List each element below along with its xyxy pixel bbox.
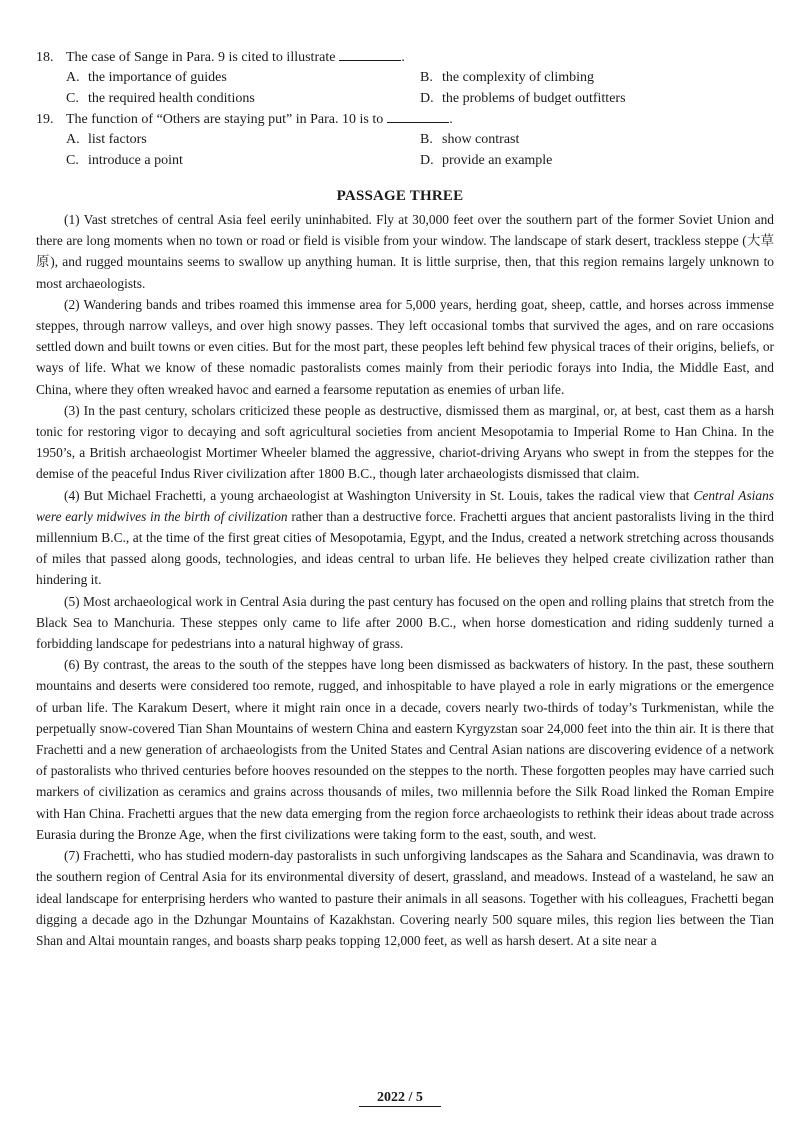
answer-blank <box>339 48 401 61</box>
option-text: the complexity of climbing <box>442 70 595 85</box>
question-end: . <box>401 50 405 65</box>
paragraph-7: (7) Frachetti, who has studied modern-day pastoralists in such unforgiving landscapes as the Sahara and Scandinavia, was drawn to the southern region of Central Asia for its environmental diversity of desert, grassland, and meadows. Instead of a wasteland, he saw an ideal landscape for enterprising herders who wanted to pasture their animals in all seasons. Together with his colleagues, Frachetti began digging a decade ago in the Dzhungar Mountains of Kazakhstan. Covering nearly 500 square miles, this region lies between the Tian Shan and Altai mountain ranges, and boasts sharp peaks topping 12,000 feet, as well as harsh desert. At a site near a <box>36 848 774 948</box>
question-end: . <box>449 112 453 127</box>
option-letter: B. <box>420 70 433 85</box>
option-19b[interactable] <box>420 130 519 150</box>
passage-title: PASSAGE THREE <box>336 188 464 204</box>
option-text: the required health conditions <box>88 91 255 106</box>
option-text: the problems of budget outfitters <box>442 91 626 106</box>
option-text: provide an example <box>442 153 553 168</box>
option-18a[interactable] <box>66 68 227 88</box>
question-stem: The function of “Others are staying put” in Para. 10 is to <box>66 112 384 127</box>
page-number: 2022 / 5 <box>359 1090 441 1107</box>
question-number: 19. <box>36 112 54 127</box>
option-letter: A. <box>66 70 80 85</box>
option-text: list factors <box>88 132 147 147</box>
paragraph-3: (3) In the past century, scholars criticized these people as destructive, dismissed them as marginal, or, at best, cast them as a harsh tonic for restoring vigor to decaying and soft agricultural societies from ancient Mesopotamia to Imperial Rome to Han China. In the 1950’s, a British archaeologist Mortimer Wheeler blamed the aggressive, chariot-driving Aryans who swept in from the steppes for the demise of the peaceful Indus River civilization after 1800 B.C., though later archaeologists dismissed that claim. <box>36 402 774 482</box>
paragraph-6: (6) By contrast, the areas to the south of the steppes have long been dismissed as backwaters of history. In the past, these southern mountains and deserts were considered too remote, rugged, and inhospitable to have played a role in early migrations or the emergence of urban life. The Karakum Desert, where it might rain once in a decade, covers nearly two-thirds of today’s Turkmenistan, while the perpetually snow-covered Tian Shan Mountains of western China and eastern Kyrgyzstan soar 24,000 feet into the thin air. It is there that Frachetti and a new generation of archaeologists from the United States and Central Asian nations are discovering evidence of a network of pastoralists who thrived centuries before hooves resounded on the steppes to the north. These forgotten peoples may have carried such markers of civilization as ceramics and grains across thousands of miles, two millennia before the Silk Road linked the Roman Empire with Han China. Frachetti argues that the new data emerging from the region force archaeologists to rethink their ideas about trade across Eurasia during the Bronze Age, when the first civilizations were taking form to the east, south, and west. <box>36 657 774 842</box>
option-letter: B. <box>420 132 433 147</box>
paragraph-2: (2) Wandering bands and tribes roamed this immense area for 5,000 years, herding goat, sheep, cattle, and horses across immense steppes, through narrow valleys, and over high snowy passes. They left occasional tombs that survived the ages, and on rare occasions settled down and built towns or even cities. But for the most part, these peoples left behind few physical traces of their origins, beliefs, or ways of life. What we know of these nomadic pastoralists comes mainly from their periodic forays into India, the Middle East, and China, where they often wreaked havoc and earned a fearsome reputation as enemies of urban life. <box>36 296 774 397</box>
question-stem: The case of Sange in Para. 9 is cited to illustrate <box>66 50 336 65</box>
option-19a[interactable] <box>66 130 147 150</box>
paragraph-4-rest: rather than a destructive force. Frachetti argues that ancient pastoralists living in the third millennium B.C., at the time of the first great cities of Mesopotamia, Egypt, and the Indus, created a network stretching across thousands of miles that passed along goods, technologies, and ideas central to urban life. He believes they helped create civilization rather than hindering it. <box>36 508 774 588</box>
option-text: introduce a point <box>88 153 183 168</box>
option-text: the importance of guides <box>88 70 227 85</box>
option-18d[interactable] <box>420 89 626 109</box>
paragraph-4-lead: (4) But Michael Frachetti, a young archaeologist at Washington University in St. Louis, takes the radical view that <box>64 487 694 503</box>
option-text: show contrast <box>442 132 520 147</box>
option-letter: C. <box>66 153 79 168</box>
question-19 <box>36 110 453 130</box>
paragraph-5: (5) Most archaeological work in Central Asia during the past century has focused on the open and rolling plains that stretch from the Black Sea to Manchuria. These steppes only came to life after 2000 B.C., when horse domestication and riding suddenly turned a forbidding landscape for pedestrians into a natural highway of grass. <box>36 593 774 652</box>
question-number: 18. <box>36 50 54 65</box>
option-18b[interactable] <box>420 68 594 88</box>
page-footer <box>0 1090 800 1106</box>
option-18c[interactable] <box>66 89 255 109</box>
option-letter: C. <box>66 91 79 106</box>
option-letter: D. <box>420 91 434 106</box>
paragraph-1: (1) Vast stretches of central Asia feel eerily uninhabited. Fly at 30,000 feet over the southern part of the former Soviet Union and there are long moments when no town or road or field is visible from your window. The landscape of stark desert, trackless steppe (大草原), and rugged mountains seems to swallow up anything human. It is little surprise, then, that this region remains largely unknown to most archaeologists. <box>36 212 774 291</box>
paragraph-4-italic: Central Asians were early midwives in the birth of civilization <box>36 487 774 524</box>
paragraph-4 <box>36 485 774 591</box>
passage-body <box>36 209 774 951</box>
option-letter: D. <box>420 153 434 168</box>
option-19d[interactable] <box>420 151 552 171</box>
question-18 <box>36 48 405 68</box>
option-letter: A. <box>66 132 80 147</box>
answer-blank <box>387 110 449 123</box>
option-19c[interactable] <box>66 151 183 171</box>
